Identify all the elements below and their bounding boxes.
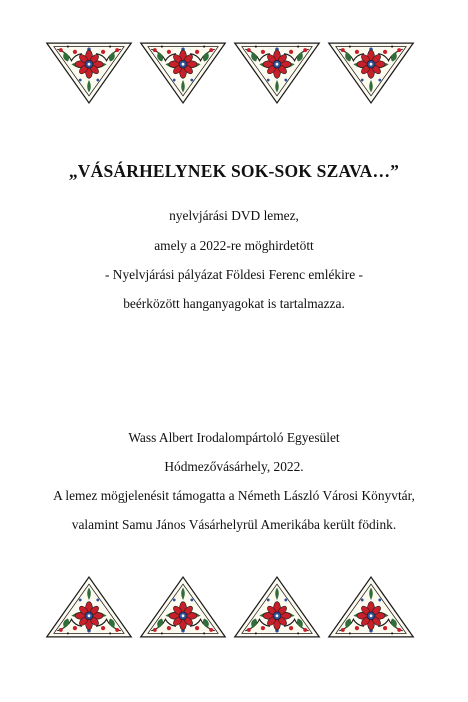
folk-embroidery-triangle-icon	[233, 40, 321, 106]
document-title: „VÁSÁRHELYNEK SOK-SOK SZAVA…”	[68, 161, 400, 181]
folk-embroidery-triangle-icon	[45, 574, 133, 640]
support-line-1: A lemez mögjelenésit támogatta a Németh László Városi Könyvtár,	[53, 488, 415, 503]
folk-embroidery-triangle-icon	[139, 40, 227, 106]
subtitle-line-4: beérközött hanganyagokat is tartalmazza.	[123, 296, 345, 311]
subtitle-line-1: nyelvjárási DVD lemez,	[169, 208, 299, 223]
bottom-ornament-row	[0, 574, 468, 644]
support-line-2: valamint Samu János Vásárhelyrül Amerikába került födink.	[71, 517, 397, 532]
folk-embroidery-triangle-icon	[233, 574, 321, 640]
folk-embroidery-triangle-icon	[327, 574, 415, 640]
subtitle-line-3: - Nyelvjárási pályázat Földesi Ferenc emlékire -	[104, 267, 364, 282]
subtitle-line-2: amely a 2022-re möghirdetött	[154, 238, 314, 253]
top-ornament-row	[0, 40, 468, 110]
folk-embroidery-triangle-icon	[139, 574, 227, 640]
publisher-name: Wass Albert Irodalompártoló Egyesület	[128, 430, 340, 445]
folk-embroidery-triangle-icon	[327, 40, 415, 106]
folk-embroidery-triangle-icon	[45, 40, 133, 106]
publication-place-year: Hódmezővásárhely, 2022.	[164, 459, 304, 474]
